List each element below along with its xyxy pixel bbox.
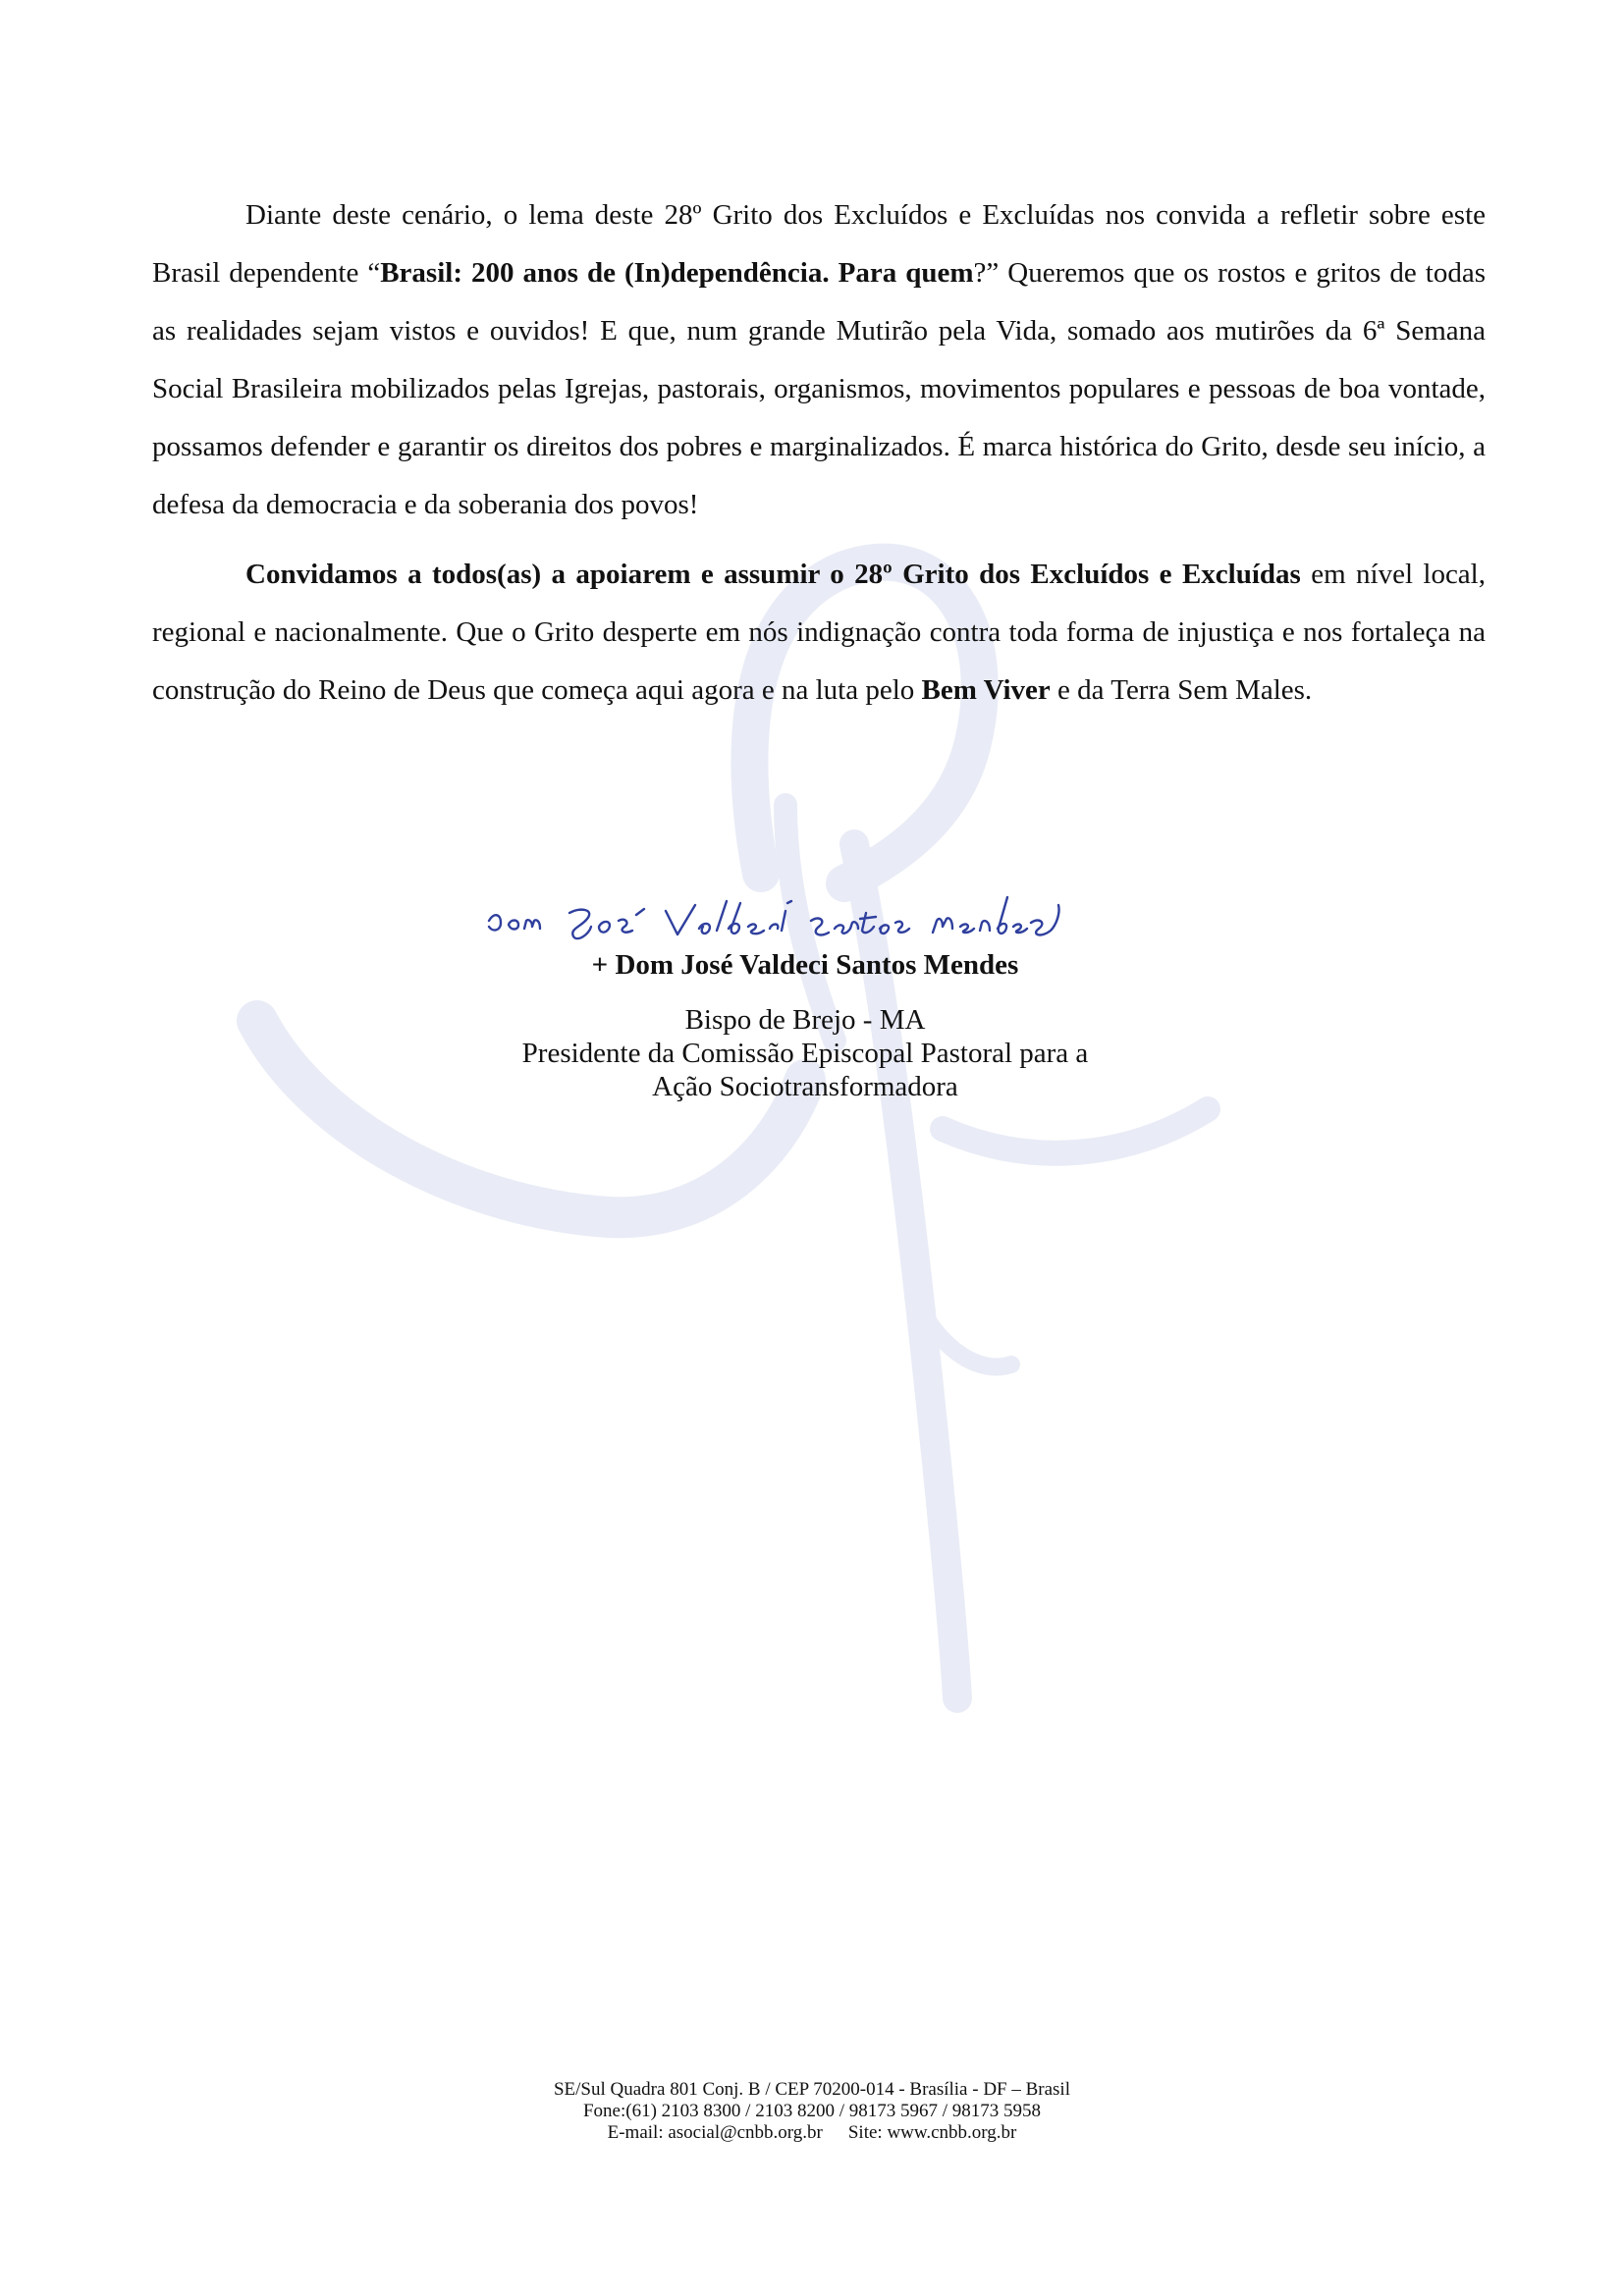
footer-contact [0, 2079, 1624, 2144]
signer-role-line-3: Ação Sociotransformadora [652, 1071, 958, 1102]
footer-email-site [0, 2122, 1624, 2144]
letter-body [152, 187, 1486, 720]
paragraph-2-invitation: Convidamos a todos(as) a apoiarem e assumir o 28º Grito dos Excluídos e Excluídas [245, 559, 1301, 590]
paragraph-1-text-b: ?” Queremos que os rostos e gritos de todas as realidades sejam vistos e ouvidos! E que, num grande Mutirão pela Vida, somado aos mutirões da 6ª Semana Social Brasileira mobilizados pelas Igrejas, pastorais, organismos, movimentos populares e pessoas de boa vontade, possamos defender e garantir os direitos dos pobres e marginalizados. É marca histórica do Grito, desde seu início, a defesa da democracia e da soberania dos povos! [152, 257, 1486, 520]
paragraph-1-text-a: Diante deste cenário, o lema deste 28º Grito dos Excluídos e Excluídas nos convida a refletir sobre este Brasil dependente “ [152, 199, 1486, 289]
paragraph-2-text-a: em nível local, regional e nacionalmente. Que o Grito desperte em nós indignação contra toda forma de injustiça e nos fortaleça na construção do Reino de Deus que começa aqui agora e na luta pelo [152, 559, 1486, 706]
paragraph-2-bem-viver: Bem Viver [921, 674, 1051, 706]
footer-email[interactable]: E-mail: asocial@cnbb.org.br [607, 2122, 823, 2143]
paragraph-2 [152, 546, 1486, 720]
footer-phone: Fone:(61) 2103 8300 / 2103 8200 / 98173 5967 / 98173 5958 [582, 2101, 1042, 2121]
footer-address: SE/Sul Quadra 801 Conj. B / CEP 70200-014 - Brasília - DF – Brasil [553, 2079, 1070, 2100]
signature-block [412, 883, 1198, 1103]
paragraph-2-text-b: e da Terra Sem Males. [1050, 674, 1313, 706]
signer-role [412, 1003, 1198, 1103]
signer-name: + Dom José Valdeci Santos Mendes [591, 949, 1019, 981]
signer-role-line-2: Presidente da Comissão Episcopal Pastoral para a [521, 1038, 1089, 1069]
paragraph-1 [152, 187, 1486, 534]
signer-role-line-1: Bispo de Brejo - MA [684, 1004, 926, 1036]
footer-site[interactable]: Site: www.cnbb.org.br [847, 2122, 1017, 2143]
handwritten-signature [471, 883, 1139, 952]
paragraph-1-motto: Brasil: 200 anos de (In)dependência. Para quem [380, 257, 974, 289]
